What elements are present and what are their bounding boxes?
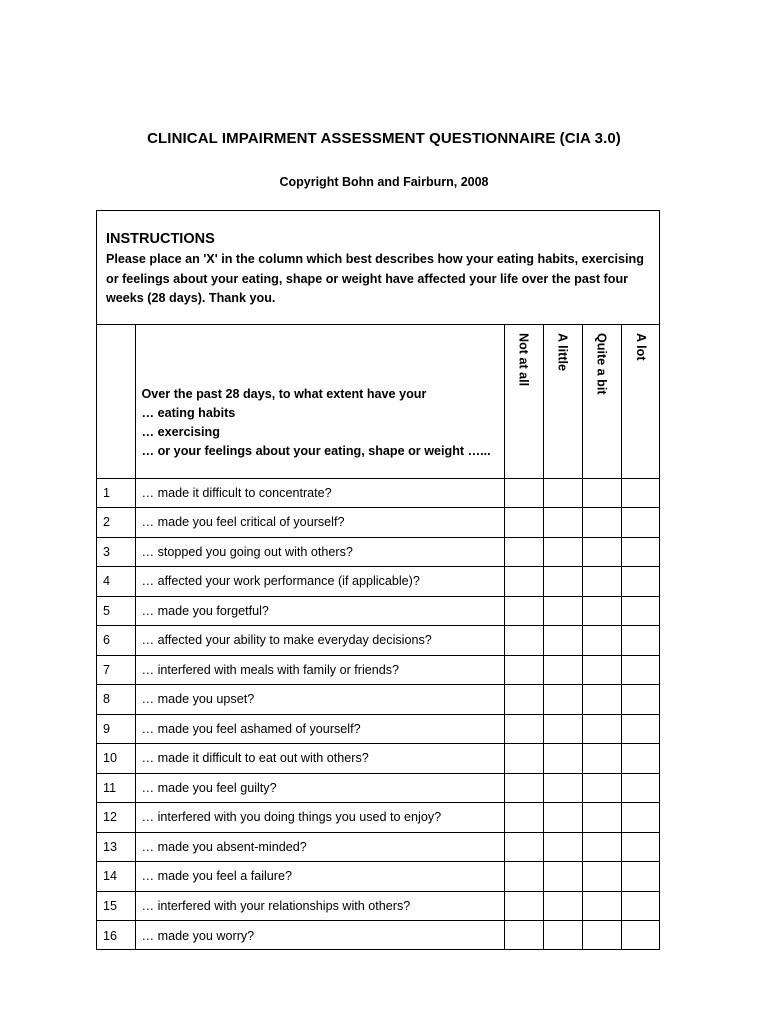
answer-cell-a-little[interactable] [543,744,582,774]
option-label: A lot [633,333,648,361]
answer-cell-quite-a-bit[interactable] [582,626,621,656]
answer-cell-not-at-all[interactable] [504,714,543,744]
question-number: 13 [97,832,135,862]
question-number: 2 [97,508,135,538]
prompt-line: … eating habits [141,405,236,420]
answer-cell-a-lot[interactable] [621,567,660,597]
instructions-heading: INSTRUCTIONS [106,231,215,247]
answer-cell-a-lot[interactable] [621,891,660,921]
prompt-line: … exercising [141,424,220,439]
answer-cell-quite-a-bit[interactable] [582,773,621,803]
option-label: Not at all [516,333,531,387]
answer-cell-a-lot[interactable] [621,655,660,685]
question-number: 8 [97,685,135,715]
question-text: … made you upset? [135,685,504,715]
question-row [97,891,660,921]
question-number: 10 [97,744,135,774]
question-text: … affected your work performance (if applicable)? [135,567,504,597]
question-number: 5 [97,596,135,626]
question-number: 12 [97,803,135,833]
answer-cell-not-at-all[interactable] [504,537,543,567]
answer-cell-not-at-all[interactable] [504,567,543,597]
questionnaire-table [97,325,660,950]
answer-cell-a-lot[interactable] [621,508,660,538]
answer-cell-a-little[interactable] [543,508,582,538]
answer-cell-a-little[interactable] [543,567,582,597]
answer-cell-a-little[interactable] [543,832,582,862]
answer-cell-not-at-all[interactable] [504,478,543,508]
answer-cell-not-at-all[interactable] [504,862,543,892]
answer-cell-quite-a-bit[interactable] [582,891,621,921]
option-header-not-at-all [504,325,543,478]
answer-cell-a-little[interactable] [543,891,582,921]
question-text: … made it difficult to concentrate? [135,478,504,508]
option-header-quite-a-bit [582,325,621,478]
answer-cell-quite-a-bit[interactable] [582,714,621,744]
answer-cell-not-at-all[interactable] [504,773,543,803]
question-number: 15 [97,891,135,921]
answer-cell-not-at-all[interactable] [504,803,543,833]
question-text: … interfered with meals with family or friends? [135,655,504,685]
answer-cell-a-little[interactable] [543,773,582,803]
question-row [97,803,660,833]
answer-cell-a-little[interactable] [543,626,582,656]
question-text: … made you worry? [135,921,504,951]
question-row [97,744,660,774]
question-number: 3 [97,537,135,567]
header-row [97,325,660,478]
answer-cell-a-little[interactable] [543,862,582,892]
answer-cell-a-lot[interactable] [621,921,660,951]
question-prompt [135,325,504,478]
copyright-notice: Copyright Bohn and Fairburn, 2008 [279,175,489,189]
answer-cell-not-at-all[interactable] [504,891,543,921]
instructions-panel [97,211,659,325]
answer-cell-quite-a-bit[interactable] [582,921,621,951]
answer-cell-quite-a-bit[interactable] [582,655,621,685]
answer-cell-quite-a-bit[interactable] [582,567,621,597]
answer-cell-not-at-all[interactable] [504,655,543,685]
question-text: … made you feel critical of yourself? [135,508,504,538]
answer-cell-a-lot[interactable] [621,803,660,833]
prompt-line: … or your feelings about your eating, shape or weight …... [141,443,491,458]
answer-cell-a-lot[interactable] [621,626,660,656]
option-label: A little [555,333,570,372]
answer-cell-quite-a-bit[interactable] [582,508,621,538]
answer-cell-a-little[interactable] [543,921,582,951]
answer-cell-quite-a-bit[interactable] [582,478,621,508]
answer-cell-a-lot[interactable] [621,744,660,774]
question-row [97,921,660,951]
answer-cell-quite-a-bit[interactable] [582,862,621,892]
question-number: 4 [97,567,135,597]
answer-cell-a-little[interactable] [543,803,582,833]
question-text: … stopped you going out with others? [135,537,504,567]
answer-cell-not-at-all[interactable] [504,626,543,656]
question-text: … interfered with you doing things you used to enjoy? [135,803,504,833]
question-row [97,862,660,892]
option-header-a-little [543,325,582,478]
question-number: 9 [97,714,135,744]
question-text: … made you forgetful? [135,596,504,626]
answer-cell-quite-a-bit[interactable] [582,537,621,567]
prompt-line: Over the past 28 days, to what extent have your [141,386,427,401]
answer-cell-a-lot[interactable] [621,596,660,626]
answer-cell-a-little[interactable] [543,596,582,626]
option-header-a-lot [621,325,660,478]
question-text: … made you feel ashamed of yourself? [135,714,504,744]
answer-cell-quite-a-bit[interactable] [582,803,621,833]
question-text: … affected your ability to make everyday decisions? [135,626,504,656]
answer-cell-a-lot[interactable] [621,714,660,744]
answer-cell-not-at-all[interactable] [504,685,543,715]
answer-cell-a-lot[interactable] [621,478,660,508]
question-row [97,567,660,597]
questionnaire-box [96,210,660,950]
question-row [97,714,660,744]
question-row [97,508,660,538]
header-number-cell [97,325,135,478]
question-row [97,655,660,685]
question-text: … made you absent-minded? [135,832,504,862]
answer-cell-quite-a-bit[interactable] [582,685,621,715]
answer-cell-not-at-all[interactable] [504,832,543,862]
question-row [97,773,660,803]
answer-cell-a-little[interactable] [543,714,582,744]
option-label: Quite a bit [594,333,609,395]
answer-cell-quite-a-bit[interactable] [582,832,621,862]
question-number: 1 [97,478,135,508]
answer-cell-a-lot[interactable] [621,832,660,862]
question-row [97,596,660,626]
answer-cell-not-at-all[interactable] [504,921,543,951]
page-title: CLINICAL IMPAIRMENT ASSESSMENT QUESTIONNAIRE (CIA 3.0) [147,130,621,147]
answer-cell-a-little[interactable] [543,537,582,567]
question-number: 14 [97,862,135,892]
question-row [97,626,660,656]
answer-cell-a-lot[interactable] [621,537,660,567]
question-row [97,478,660,508]
question-row [97,832,660,862]
answer-cell-a-lot[interactable] [621,773,660,803]
answer-cell-a-little[interactable] [543,655,582,685]
question-row [97,537,660,567]
question-text: … interfered with your relationships with others? [135,891,504,921]
answer-cell-not-at-all[interactable] [504,596,543,626]
question-text: … made you feel guilty? [135,773,504,803]
answer-cell-quite-a-bit[interactable] [582,744,621,774]
answer-cell-a-little[interactable] [543,478,582,508]
question-number: 11 [97,773,135,803]
answer-cell-a-lot[interactable] [621,685,660,715]
question-text: … made it difficult to eat out with others? [135,744,504,774]
question-text: … made you feel a failure? [135,862,504,892]
question-row [97,685,660,715]
question-number: 7 [97,655,135,685]
answer-cell-quite-a-bit[interactable] [582,596,621,626]
answer-cell-not-at-all[interactable] [504,744,543,774]
answer-cell-a-little[interactable] [543,685,582,715]
instructions-text: Please place an 'X' in the column which best describes how your eating habits, exercising or feelings about your eating, shape or weight have affected your life over the past four weeks (28 days). Thank you. [106,252,644,305]
question-number: 16 [97,921,135,951]
answer-cell-not-at-all[interactable] [504,508,543,538]
answer-cell-a-lot[interactable] [621,862,660,892]
question-number: 6 [97,626,135,656]
